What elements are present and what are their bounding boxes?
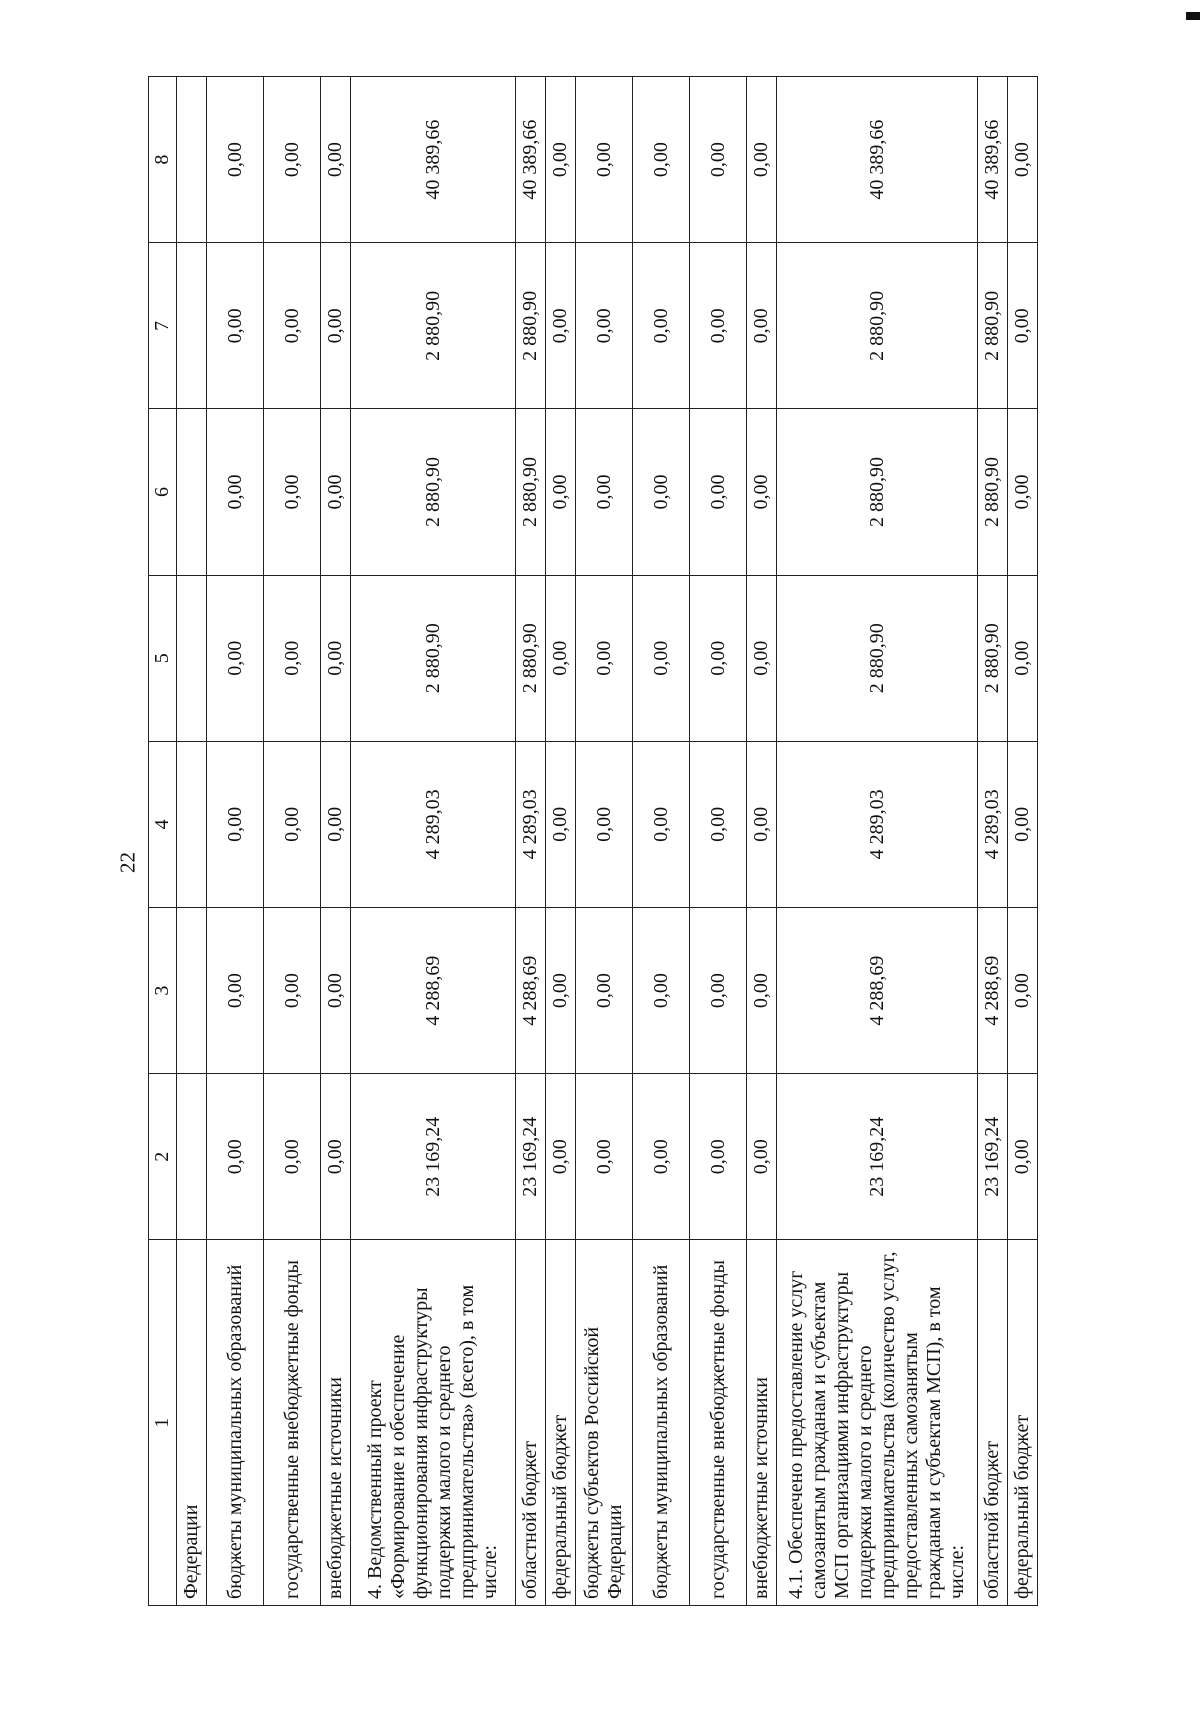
value-cell: 0,00 <box>264 77 321 243</box>
value-cell: 23 169,24 <box>777 1074 978 1240</box>
header-cell: 4 <box>149 741 177 907</box>
value-cell: 0,00 <box>633 575 690 741</box>
value-cell: 0,00 <box>576 575 633 741</box>
value-cell: 0,00 <box>747 409 777 575</box>
financing-table-rotated <box>148 76 1033 1606</box>
table-row <box>351 77 516 1606</box>
value-cell: 0,00 <box>321 77 351 243</box>
value-cell <box>177 243 207 409</box>
value-cell: 0,00 <box>264 908 321 1074</box>
value-cell: 2 880,90 <box>516 409 546 575</box>
value-cell: 0,00 <box>576 409 633 575</box>
row-label: бюджеты муниципальных образований <box>633 1240 690 1606</box>
value-cell: 0,00 <box>633 741 690 907</box>
header-cell: 7 <box>149 243 177 409</box>
value-cell: 0,00 <box>321 741 351 907</box>
value-cell: 4 288,69 <box>351 908 516 1074</box>
value-cell: 2 880,90 <box>777 409 978 575</box>
value-cell: 4 289,03 <box>351 741 516 907</box>
row-label: 4.1. Обеспечено предоставление услуг самозанятым гражданам и субъектам МСП организациями инфраструктуры поддержки малого и среднего предпринимательства (количество услуг, предоставленных самозанятым гражданам и субъектам МСП), в том числе: <box>777 1240 978 1606</box>
value-cell: 0,00 <box>321 1074 351 1240</box>
row-label: государственные внебюджетные фонды <box>264 1240 321 1606</box>
value-cell: 0,00 <box>1008 77 1038 243</box>
value-cell: 0,00 <box>1008 741 1038 907</box>
financing-table <box>148 76 1038 1606</box>
header-row <box>149 77 177 1606</box>
value-cell: 0,00 <box>747 575 777 741</box>
value-cell: 0,00 <box>690 575 747 741</box>
value-cell: 40 389,66 <box>978 77 1008 243</box>
table-row <box>321 77 351 1606</box>
table-row <box>264 77 321 1606</box>
value-cell: 0,00 <box>747 243 777 409</box>
value-cell: 0,00 <box>321 908 351 1074</box>
value-cell: 0,00 <box>264 243 321 409</box>
value-cell: 40 389,66 <box>351 77 516 243</box>
row-label: внебюджетные источники <box>321 1240 351 1606</box>
value-cell: 0,00 <box>264 741 321 907</box>
value-cell: 0,00 <box>633 1074 690 1240</box>
value-cell: 0,00 <box>207 741 264 907</box>
value-cell <box>177 409 207 575</box>
value-cell: 4 288,69 <box>516 908 546 1074</box>
value-cell: 0,00 <box>1008 243 1038 409</box>
value-cell: 4 288,69 <box>978 908 1008 1074</box>
value-cell: 0,00 <box>690 908 747 1074</box>
value-cell: 2 880,90 <box>351 243 516 409</box>
value-cell: 4 288,69 <box>777 908 978 1074</box>
value-cell: 2 880,90 <box>978 409 1008 575</box>
row-label: бюджеты субъектов Российской Федерации <box>576 1240 633 1606</box>
value-cell: 0,00 <box>207 908 264 1074</box>
value-cell: 0,00 <box>747 741 777 907</box>
row-label: государственные внебюджетные фонды <box>690 1240 747 1606</box>
value-cell: 0,00 <box>747 908 777 1074</box>
header-cell: 3 <box>149 908 177 1074</box>
value-cell: 0,00 <box>546 741 576 907</box>
value-cell: 0,00 <box>690 409 747 575</box>
value-cell: 0,00 <box>321 575 351 741</box>
value-cell: 2 880,90 <box>978 243 1008 409</box>
value-cell: 0,00 <box>207 243 264 409</box>
table-row <box>177 77 207 1606</box>
value-cell: 0,00 <box>264 1074 321 1240</box>
value-cell <box>177 575 207 741</box>
table-row <box>546 77 576 1606</box>
value-cell: 0,00 <box>264 409 321 575</box>
row-label: 4. Ведомственный проект «Формирование и обеспечение функционирования инфраструктуры поддержки малого и среднего предпринимательства» (всего), в том числе: <box>351 1240 516 1606</box>
value-cell: 0,00 <box>690 1074 747 1240</box>
value-cell: 40 389,66 <box>516 77 546 243</box>
value-cell: 23 169,24 <box>351 1074 516 1240</box>
value-cell: 0,00 <box>546 908 576 1074</box>
value-cell: 0,00 <box>633 908 690 1074</box>
value-cell: 40 389,66 <box>777 77 978 243</box>
value-cell: 0,00 <box>1008 1074 1038 1240</box>
value-cell: 0,00 <box>546 575 576 741</box>
value-cell: 0,00 <box>633 77 690 243</box>
value-cell: 23 169,24 <box>516 1074 546 1240</box>
value-cell: 4 289,03 <box>777 741 978 907</box>
value-cell: 0,00 <box>1008 409 1038 575</box>
value-cell: 2 880,90 <box>978 575 1008 741</box>
value-cell: 0,00 <box>1008 575 1038 741</box>
value-cell: 0,00 <box>207 1074 264 1240</box>
value-cell: 0,00 <box>207 77 264 243</box>
value-cell: 0,00 <box>546 243 576 409</box>
table-row <box>978 77 1008 1606</box>
value-cell: 0,00 <box>207 575 264 741</box>
value-cell: 4 289,03 <box>978 741 1008 907</box>
header-cell: 8 <box>149 77 177 243</box>
value-cell: 0,00 <box>576 741 633 907</box>
value-cell: 2 880,90 <box>516 575 546 741</box>
header-cell: 1 <box>149 1240 177 1606</box>
value-cell <box>177 908 207 1074</box>
value-cell: 0,00 <box>546 77 576 243</box>
value-cell: 0,00 <box>546 1074 576 1240</box>
row-label: федеральный бюджет <box>546 1240 576 1606</box>
table-row <box>747 77 777 1606</box>
row-label: областной бюджет <box>978 1240 1008 1606</box>
value-cell: 0,00 <box>576 908 633 1074</box>
value-cell: 2 880,90 <box>516 243 546 409</box>
value-cell: 2 880,90 <box>351 409 516 575</box>
value-cell: 4 289,03 <box>516 741 546 907</box>
value-cell: 0,00 <box>264 575 321 741</box>
value-cell: 0,00 <box>690 243 747 409</box>
table-row <box>516 77 546 1606</box>
value-cell <box>177 1074 207 1240</box>
table-row <box>1008 77 1038 1606</box>
value-cell: 0,00 <box>633 243 690 409</box>
row-label: областной бюджет <box>516 1240 546 1606</box>
value-cell: 2 880,90 <box>777 243 978 409</box>
value-cell: 0,00 <box>633 409 690 575</box>
value-cell: 0,00 <box>576 1074 633 1240</box>
header-cell: 6 <box>149 409 177 575</box>
scan-edge-mark <box>1186 12 1200 20</box>
table-body <box>177 77 1038 1606</box>
row-label: внебюджетные источники <box>747 1240 777 1606</box>
header-cell: 2 <box>149 1074 177 1240</box>
value-cell: 2 880,90 <box>777 575 978 741</box>
value-cell: 0,00 <box>1008 908 1038 1074</box>
row-label: федеральный бюджет <box>1008 1240 1038 1606</box>
page-number: 22 <box>115 852 140 873</box>
row-label: Федерации <box>177 1240 207 1606</box>
header-cell: 5 <box>149 575 177 741</box>
value-cell: 0,00 <box>546 409 576 575</box>
table-row <box>777 77 978 1606</box>
row-label: бюджеты муниципальных образований <box>207 1240 264 1606</box>
value-cell <box>177 77 207 243</box>
value-cell: 0,00 <box>321 409 351 575</box>
value-cell: 23 169,24 <box>978 1074 1008 1240</box>
value-cell: 2 880,90 <box>351 575 516 741</box>
value-cell: 0,00 <box>321 243 351 409</box>
value-cell: 0,00 <box>576 77 633 243</box>
table-row <box>690 77 747 1606</box>
value-cell: 0,00 <box>576 243 633 409</box>
table-row <box>633 77 690 1606</box>
value-cell: 0,00 <box>747 77 777 243</box>
table-row <box>207 77 264 1606</box>
value-cell <box>177 741 207 907</box>
value-cell: 0,00 <box>690 741 747 907</box>
value-cell: 0,00 <box>747 1074 777 1240</box>
table-row <box>576 77 633 1606</box>
value-cell: 0,00 <box>690 77 747 243</box>
value-cell: 0,00 <box>207 409 264 575</box>
